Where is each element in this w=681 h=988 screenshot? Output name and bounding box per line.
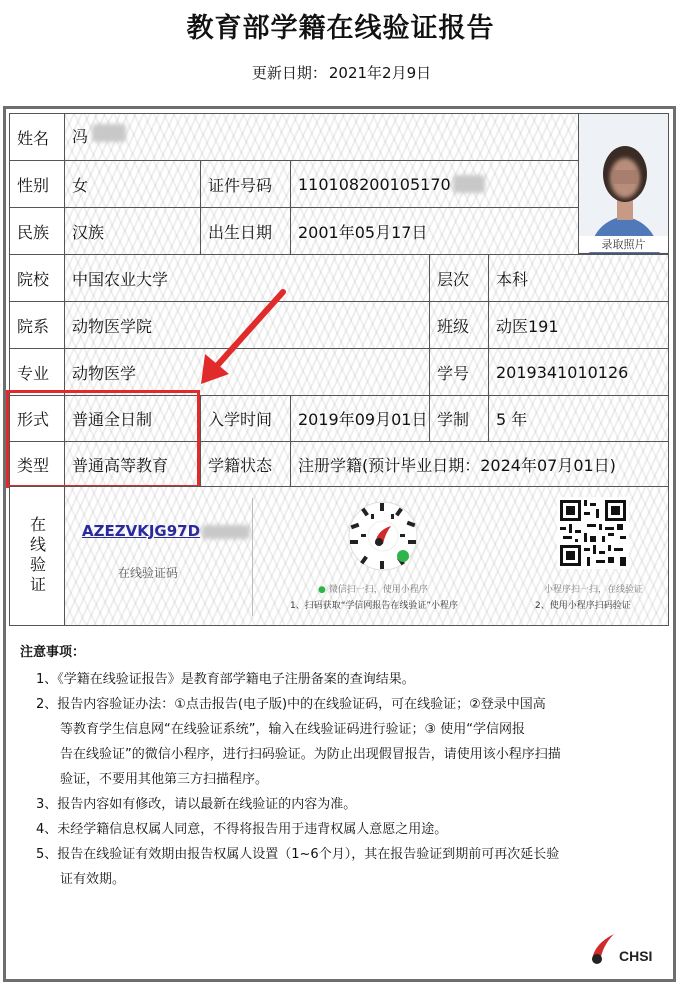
birth-value-cell [290,207,579,255]
chsi-logo [588,932,652,966]
level-value: 本科 [496,269,529,289]
level-value-cell [488,254,669,302]
notes-item-4: 4、未经学籍信息权属人同意，不得将报告用于违背权属人意愿之用途。 [36,822,448,837]
highlight-box [6,390,200,488]
ethnicity-label: 民族 [17,222,50,242]
class-value: 动医191 [496,316,559,336]
type-label: 类型 [17,455,50,475]
notes-title: 注意事项： [20,645,86,660]
form-value: 普通全日制 [72,410,153,429]
verify-code-redaction [202,525,250,539]
id-label-cell [200,160,291,208]
level-label-cell [429,254,489,302]
notes-section [20,640,660,892]
dept-value: 动物医学院 [72,316,153,336]
major-label: 专业 [17,363,50,383]
notes-item-3: 3、报告内容如有修改，请以最新在线验证的内容为准。 [36,797,357,812]
number-label-cell [429,348,489,396]
notes-item-1: 1、《学籍在线验证报告》是教育部学籍电子注册备案的查询结果。 [36,672,415,687]
name-value-cell [64,113,579,161]
verify-code-link[interactable] [82,522,250,540]
class-label-cell [429,301,489,349]
update-date-value: 2021年2月9日 [328,64,432,82]
name-value: 冯 [72,127,89,146]
school-label-cell [9,254,65,302]
name-label: 姓名 [17,128,50,148]
red-arrow-icon [195,288,290,388]
verify-side-label-cell [9,486,65,626]
mini-hint-1-text: 微信扫一扫，使用小程序 [328,585,428,595]
mini-hint-1 [318,582,428,595]
verify-code-caption: 在线验证码 [118,566,179,580]
chsi-logo-icon [588,932,618,966]
ethnicity-label-cell [9,207,65,255]
mini-hint-2: 小程序扫一扫，在线验证 [544,585,644,595]
number-value-cell [488,348,669,396]
verify-step-2: 2、使用小程序扫码验证 [535,601,631,611]
wechat-icon: ● [318,585,326,595]
ethnicity-value-cell [64,207,201,255]
duration-label: 学制 [437,410,470,429]
verify-code: AZEZVKJG97D [82,522,201,540]
update-date-line [0,62,681,83]
notes-item-2c: 告在线验证”的微信小程序，进行扫码验证。为防止出现假冒报告，请使用该小程序扫描 [60,747,561,762]
enroll-value: 2019年09月01日 [298,410,428,429]
verify-divider [252,498,253,616]
gender-value-cell [64,160,201,208]
notes-item-5b: 证有效期。 [60,872,126,887]
major-value: 动物医学 [72,363,137,383]
birth-label: 出生日期 [208,222,273,242]
enrollment-photo [578,113,669,254]
verify-step-1: 1、扫码获取“学信网报告在线验证”小程序 [290,601,459,611]
type-value: 普通高等教育 [72,455,169,475]
id-label: 证件号码 [208,175,273,195]
dept-label-cell [9,301,65,349]
notes-item-5a: 5、报告在线验证有效期由报告权属人设置（1~6个月），其在报告验证到期前可再次延长验 [36,847,560,862]
id-value: 110108200105170 [298,174,451,194]
class-value-cell [488,301,669,349]
gender-value: 女 [72,175,89,195]
notes-item-2b: 等教育学生信息网“在线验证系统”，输入在线验证码进行验证；③ 使用“学信网报 [60,722,525,737]
qr-code-icon [557,497,629,569]
person-photo-icon [579,114,669,254]
mini-program-code-icon [347,500,419,572]
photo-caption: 录取照片 [579,236,668,252]
dept-label: 院系 [17,316,50,336]
school-value: 中国农业大学 [72,269,169,289]
class-label: 班级 [437,316,470,336]
chsi-logo-text: CHSI [619,948,653,964]
notes-item-2d: 验证，不要用其他第三方扫描程序。 [60,772,269,787]
gender-label: 性别 [17,175,50,195]
birth-label-cell [200,207,291,255]
duration-value: 5 年 [496,410,528,429]
level-label: 层次 [437,269,470,289]
enroll-value-cell [290,395,430,442]
id-value-cell [290,160,579,208]
name-label-cell [9,113,65,161]
report-title: 教育部学籍在线验证报告 [186,13,495,44]
notes-item-2a: 2、报告内容验证办法：①点击报告(电子版)中的在线验证码，可在线验证；②登录中国高 [36,697,546,712]
status-label: 学籍状态 [208,455,273,475]
ethnicity-value: 汉族 [72,222,105,242]
name-redaction [92,124,126,142]
status-label-cell [200,441,291,487]
school-label: 院校 [17,269,50,289]
enroll-label: 入学时间 [208,410,273,429]
duration-value-cell [488,395,669,442]
form-label: 形式 [17,410,50,429]
gender-label-cell [9,160,65,208]
number-value: 2019341010126 [496,362,629,382]
id-redaction [453,175,485,193]
major-label-cell [9,348,65,396]
duration-label-cell [429,395,489,442]
verify-side-label: 在线验证 [27,516,47,596]
birth-value: 2001年05月17日 [298,222,428,242]
status-value-cell [290,441,669,487]
enroll-label-cell [200,395,291,442]
update-date-label: 更新日期： [251,64,327,82]
status-value: 注册学籍(预计毕业日期：2024年07月01日) [298,455,616,475]
number-label: 学号 [437,363,470,383]
